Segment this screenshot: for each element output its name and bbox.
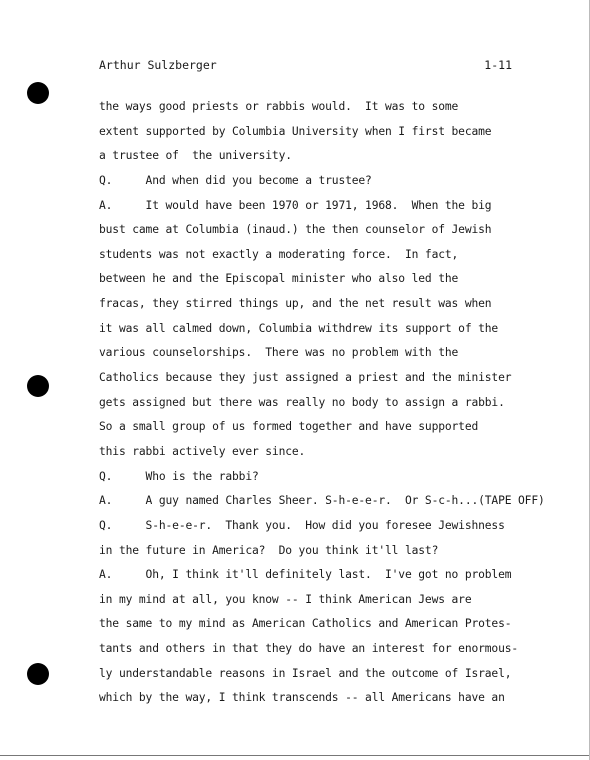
transcript-body — [99, 100, 545, 716]
transcript-line: ly understandable reasons in Israel and the outcome of Israel, — [99, 666, 512, 680]
transcript-line: Q. Who is the rabbi? — [99, 469, 259, 483]
transcript-line: various counselorships. There was no problem with the — [99, 346, 459, 360]
transcript-line: bust came at Columbia (inaud.) the then counselor of Jewish — [99, 223, 492, 237]
transcript-line: gets assigned but there was really no body to assign a rabbi. — [99, 395, 505, 409]
transcript-line: A. Oh, I think it'll definitely last. I've got no problem — [99, 568, 512, 582]
transcript-line: it was all calmed down, Columbia withdrew its support of the — [99, 321, 499, 335]
punch-hole-bottom — [27, 663, 49, 685]
transcript-line: which by the way, I think transcends -- all Americans have an — [99, 691, 505, 705]
page-header — [99, 58, 512, 74]
transcript-line: So a small group of us formed together and have supported — [99, 420, 479, 434]
interviewee-name: Arthur Sulzberger — [99, 58, 217, 72]
transcript-line: in my mind at all, you know -- I think American Jews are — [99, 592, 472, 606]
transcript-line: a trustee of the university. — [99, 149, 292, 163]
transcript-line: this rabbi actively ever since. — [99, 444, 306, 458]
punch-hole-middle — [27, 375, 49, 397]
transcript-line: students was not exactly a moderating force. In fact, — [99, 247, 459, 261]
page-bottom-edge — [0, 755, 590, 756]
transcript-line: Q. S-h-e-e-r. Thank you. How did you foresee Jewishness — [99, 518, 505, 532]
punch-hole-top — [27, 82, 49, 104]
transcript-line: in the future in America? Do you think it'll last? — [99, 543, 439, 557]
transcript-line: tants and others in that they do have an interest for enormous- — [99, 642, 519, 656]
transcript-line: fracas, they stirred things up, and the net result was when — [99, 297, 492, 311]
transcript-line: the ways good priests or rabbis would. It was to some — [99, 100, 459, 113]
transcript-line: between he and the Episcopal minister who also led the — [99, 272, 459, 286]
page-number: 1-11 — [484, 58, 512, 72]
transcript-line: Catholics because they just assigned a priest and the minister — [99, 371, 512, 385]
transcript-line: Q. And when did you become a trustee? — [99, 173, 372, 187]
transcript-line: A. It would have been 1970 or 1971, 1968. When the big — [99, 198, 492, 212]
transcript-line: extent supported by Columbia University when I first became — [99, 124, 492, 138]
transcript-line: the same to my mind as American Catholics and American Protes- — [99, 617, 512, 631]
transcript-line: A. A guy named Charles Sheer. S-h-e-e-r. Or S-c-h...(TAPE OFF) — [99, 494, 545, 508]
